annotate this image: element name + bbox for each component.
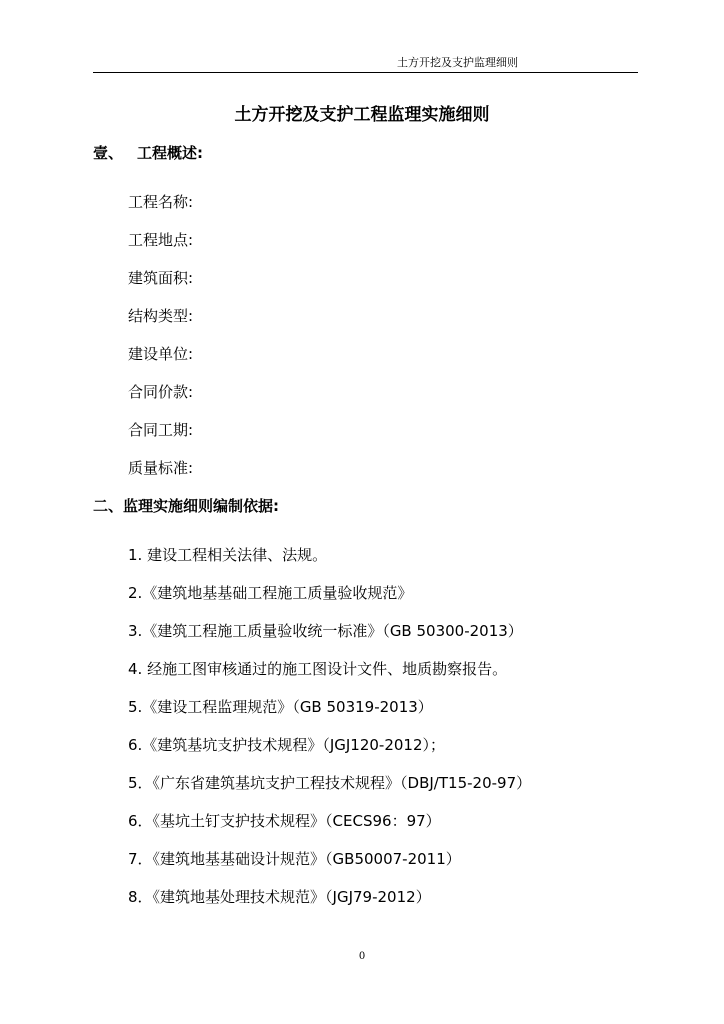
field-quality-standard: 质量标准: (128, 459, 194, 477)
field-construction-unit: 建设单位: (128, 345, 194, 363)
section-1-title: 工程概述: (137, 144, 203, 162)
basis-item: 8．《建筑地基处理技术规范》（JGJ79-2012） (128, 888, 431, 906)
basis-item: 5．《广东省建筑基坑支护工程技术规程》（DBJ/T15-20-97） (128, 774, 532, 792)
basis-item: 2.《建筑地基基础工程施工质量验收规范》 (128, 584, 413, 602)
field-structure-type: 结构类型: (128, 307, 194, 325)
field-project-name: 工程名称: (128, 193, 194, 211)
field-contract-price: 合同价款: (128, 383, 194, 401)
basis-item: 7．《建筑地基基础设计规范》（GB50007-2011） (128, 850, 461, 868)
basis-item: 1. 建设工程相关法律、法规。 (128, 546, 328, 564)
document-title: 土方开挖及支护工程监理实施细则 (234, 105, 490, 125)
basis-item: 4. 经施工图审核通过的施工图设计文件、地质勘察报告。 (128, 660, 508, 678)
field-contract-period: 合同工期: (128, 421, 194, 439)
section-1-heading (93, 143, 203, 163)
basis-item: 6．《基坑土钉支护技术规程》（CECS96：97） (128, 812, 441, 830)
section-1-number: 壹、 (93, 144, 124, 162)
field-project-location: 工程地点: (128, 231, 194, 249)
basis-item: 5.《建设工程监理规范》（GB 50319-2013） (128, 698, 433, 716)
header-running-title: 土方开挖及支护监理细则 (397, 56, 518, 69)
section-2-heading: 二、监理实施细则编制依据: (93, 497, 279, 515)
field-building-area: 建筑面积: (128, 269, 194, 287)
page-header (93, 56, 638, 73)
page-number: 0 (358, 951, 366, 962)
basis-item: 3.《建筑工程施工质量验收统一标准》（GB 50300-2013） (128, 622, 523, 640)
basis-item: 6.《建筑基坑支护技术规程》（JGJ120-2012）； (128, 736, 446, 754)
